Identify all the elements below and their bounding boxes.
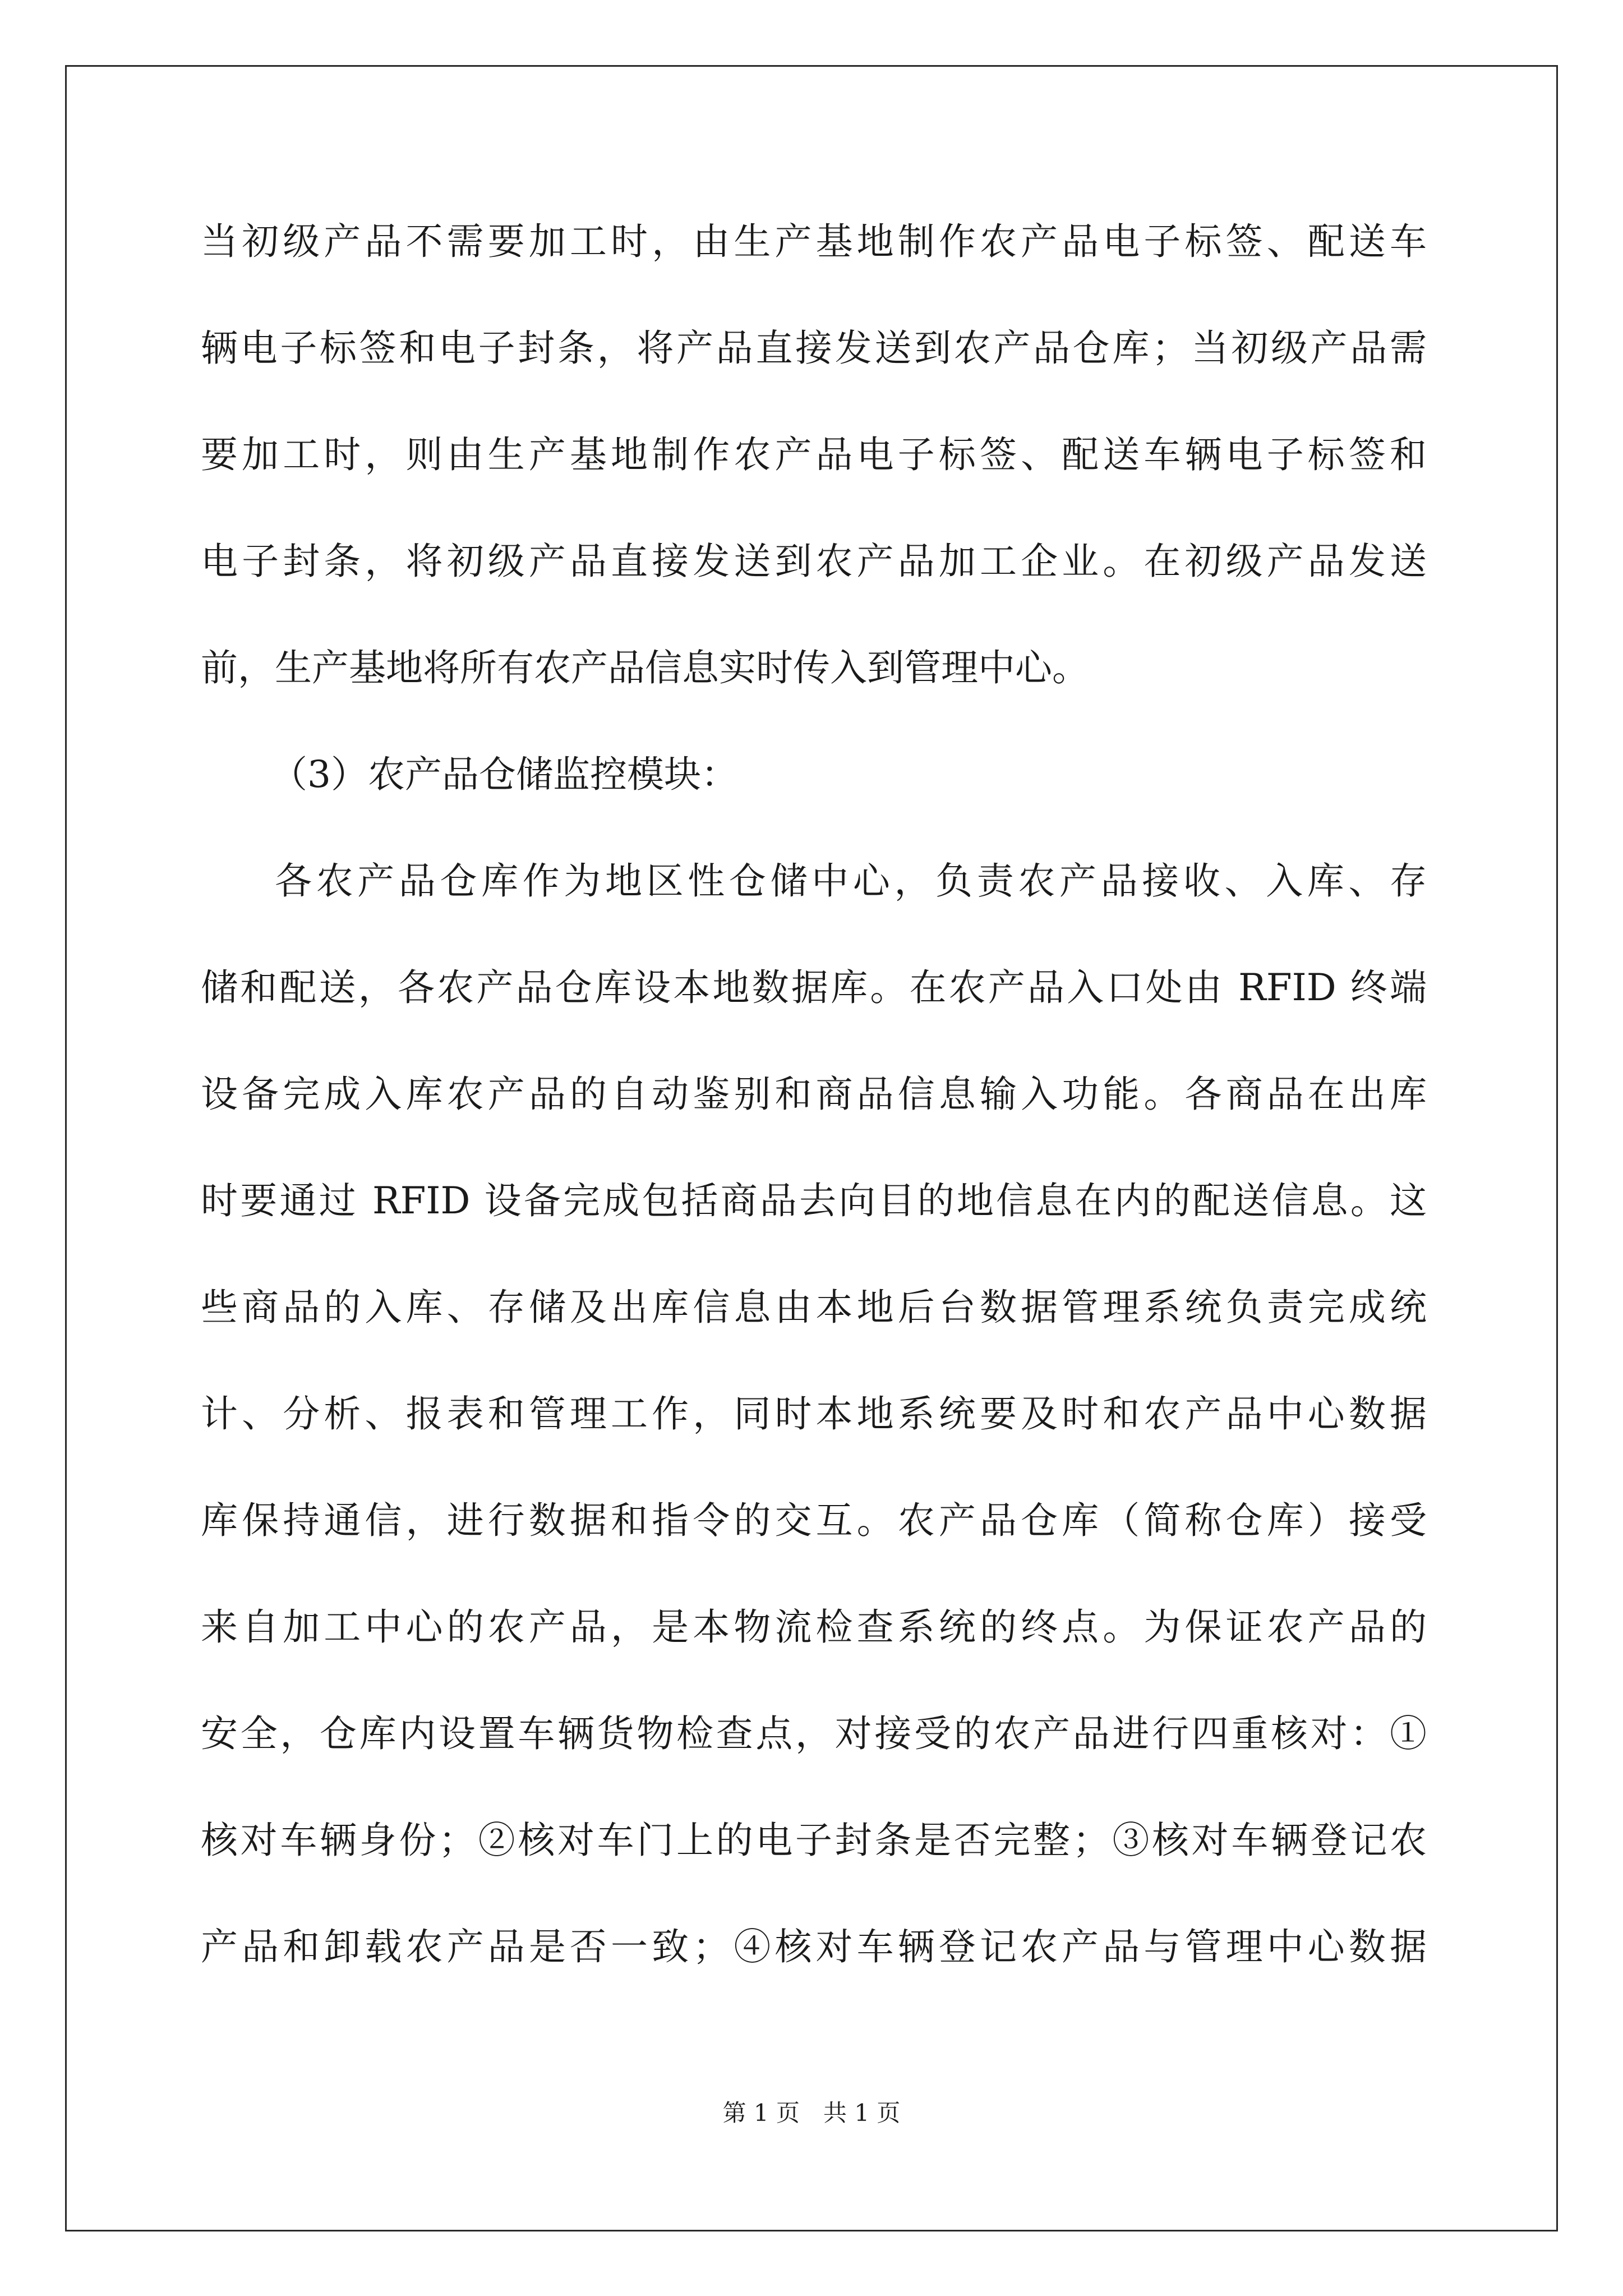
body-line: 当初级产品不需要加工时，由生产基地制作农产品电子标签、配送车 [201, 220, 1427, 263]
body-line: 要加工时，则由生产基地制作农产品电子标签、配送车辆电子标签和 [201, 433, 1427, 476]
body-line: 核对车辆身份；②核对车门上的电子封条是否完整；③核对车辆登记农 [201, 1819, 1427, 1862]
body-line: 安全，仓库内设置车辆货物检查点，对接受的农产品进行四重核对：① [201, 1712, 1427, 1755]
body-line: 辆电子标签和电子封条，将产品直接发送到农产品仓库；当初级产品需 [201, 326, 1427, 370]
body-line: 库保持通信，进行数据和指令的交互。农产品仓库（简称仓库）接受 [201, 1499, 1427, 1542]
body-line: 电子封条，将初级产品直接发送到农产品加工企业。在初级产品发送 [201, 540, 1427, 583]
body-line: 各农产品仓库作为地区性仓储中心，负责农产品接收、入库、存 [275, 859, 1427, 903]
body-line: 些商品的入库、存储及出库信息由本地后台数据管理系统负责完成统 [201, 1286, 1427, 1329]
page-footer: 第 1 页 共 1 页 [722, 2099, 901, 2127]
document-body [201, 212, 1427, 2024]
body-line: 来自加工中心的农产品，是本物流检查系统的终点。为保证农产品的 [201, 1605, 1427, 1649]
body-line: 设备完成入库农产品的自动鉴别和商品信息输入功能。各商品在出库 [201, 1073, 1427, 1116]
body-line: 计、分析、报表和管理工作，同时本地系统要及时和农产品中心数据 [201, 1392, 1427, 1435]
body-line: 产品和卸载农产品是否一致；④核对车辆登记农产品与管理中心数据 [201, 1925, 1427, 1968]
body-line: 时要通过 RFID 设备完成包括商品去向目的地信息在内的配送信息。这 [201, 1179, 1427, 1222]
body-line: 储和配送，各农产品仓库设本地数据库。在农产品入口处由 RFID 终端 [201, 966, 1427, 1009]
body-line: 前，生产基地将所有农产品信息实时传入到管理中心。 [201, 646, 1089, 689]
section-heading: （3）农产品仓储监控模块： [270, 753, 738, 796]
